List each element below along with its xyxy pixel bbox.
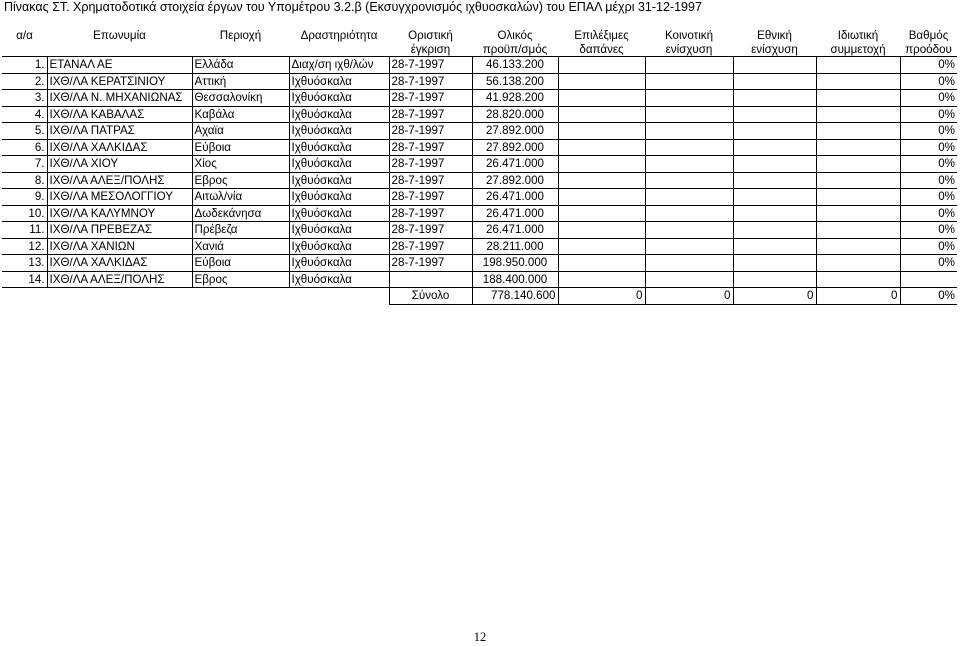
- cell-national: [733, 189, 816, 206]
- cell-approval: 28-7-1997: [389, 189, 472, 206]
- cell-budget: 26.471.000: [472, 205, 558, 222]
- total-row: [2, 288, 957, 305]
- total-budget: 778.140.600: [472, 288, 558, 305]
- cell-name: ΙΧΘ/ΛΑ ΚΑΒΑΛΑΣ: [47, 106, 192, 123]
- cell-region: Πρέβεζα: [192, 222, 289, 239]
- cell-national: [733, 57, 816, 74]
- table-row: [2, 156, 957, 173]
- cell-eligible: [558, 106, 645, 123]
- cell-progress: 0%: [900, 238, 957, 255]
- cell-name: ΕΤΑΝΑΛ ΑΕ: [47, 57, 192, 74]
- cell-name: ΙΧΘ/ΛΑ ΑΛΕΞ/ΠΟΛΗΣ: [47, 271, 192, 288]
- cell-progress: 0%: [900, 123, 957, 140]
- cell-community: [645, 255, 733, 272]
- cell-national: [733, 255, 816, 272]
- cell-community: [645, 238, 733, 255]
- cell-name: ΙΧΘ/ΛΑ ΑΛΕΞ/ΠΟΛΗΣ: [47, 172, 192, 189]
- cell-activity: Ιχθυόσκαλα: [289, 172, 389, 189]
- cell-approval: 28-7-1997: [389, 106, 472, 123]
- cell-budget: 28.211.000: [472, 238, 558, 255]
- cell-region: Χανιά: [192, 238, 289, 255]
- cell-name: ΙΧΘ/ΛΑ ΧΑΝΙΩΝ: [47, 238, 192, 255]
- cell-eligible: [558, 73, 645, 90]
- cell-activity: Ιχθυόσκαλα: [289, 189, 389, 206]
- cell-approval: [389, 271, 472, 288]
- cell-progress: 0%: [900, 73, 957, 90]
- cell-community: [645, 73, 733, 90]
- cell-eligible: [558, 189, 645, 206]
- cell-community: [645, 106, 733, 123]
- table-row: [2, 205, 957, 222]
- cell-eligible: [558, 57, 645, 74]
- col-header-private: Ιδιωτική συμμετοχή: [816, 28, 900, 57]
- cell-private: [816, 90, 900, 107]
- cell-eligible: [558, 255, 645, 272]
- cell-eligible: [558, 172, 645, 189]
- cell-eligible: [558, 139, 645, 156]
- col-header-aa: α/α: [2, 28, 47, 57]
- cell-budget: 27.892.000: [472, 172, 558, 189]
- cell-national: [733, 172, 816, 189]
- cell-aa: 1.: [2, 57, 47, 74]
- table-row: [2, 123, 957, 140]
- cell-national: [733, 222, 816, 239]
- table-caption: Πίνακας ΣΤ. Χρηματοδοτικά στοιχεία έργων του Υπομέτρου 3.2.β (Εκσυγχρονισμός ιχθυοσκαλών) του ΕΠΑΛ μέχρι 31-12-1997: [4, 0, 702, 14]
- cell-name: ΙΧΘ/ΛΑ ΠΑΤΡΑΣ: [47, 123, 192, 140]
- cell-national: [733, 238, 816, 255]
- cell-budget: 46.133.200: [472, 57, 558, 74]
- cell-budget: 28.820.000: [472, 106, 558, 123]
- cell-private: [816, 57, 900, 74]
- cell-national: [733, 139, 816, 156]
- cell-region: Εύβοια: [192, 255, 289, 272]
- cell-name: ΙΧΘ/ΛΑ ΠΡΕΒΕΖΑΣ: [47, 222, 192, 239]
- total-progress: 0%: [900, 288, 957, 305]
- cell-national: [733, 106, 816, 123]
- cell-private: [816, 222, 900, 239]
- cell-budget: 27.892.000: [472, 139, 558, 156]
- total-national: 0: [733, 288, 816, 305]
- cell-region: Θεσσαλονίκη: [192, 90, 289, 107]
- cell-activity: Ιχθυόσκαλα: [289, 123, 389, 140]
- cell-approval: 28-7-1997: [389, 57, 472, 74]
- cell-aa: 10.: [2, 205, 47, 222]
- col-header-community: Κοινοτική ενίσχυση: [645, 28, 733, 57]
- cell-progress: 0%: [900, 90, 957, 107]
- empty-cell: [2, 288, 47, 305]
- cell-community: [645, 271, 733, 288]
- total-eligible: 0: [558, 288, 645, 305]
- table-row: [2, 57, 957, 74]
- cell-region: Ελλάδα: [192, 57, 289, 74]
- cell-community: [645, 57, 733, 74]
- cell-national: [733, 73, 816, 90]
- empty-cell: [47, 288, 192, 305]
- cell-region: Χίος: [192, 156, 289, 173]
- table-row: [2, 90, 957, 107]
- cell-community: [645, 156, 733, 173]
- cell-aa: 6.: [2, 139, 47, 156]
- cell-budget: 27.892.000: [472, 123, 558, 140]
- cell-progress: 0%: [900, 189, 957, 206]
- col-header-national: Εθνική ενίσχυση: [733, 28, 816, 57]
- cell-community: [645, 205, 733, 222]
- cell-private: [816, 106, 900, 123]
- cell-region: Εβρος: [192, 271, 289, 288]
- cell-eligible: [558, 205, 645, 222]
- cell-budget: 56.138.200: [472, 73, 558, 90]
- cell-activity: Ιχθυόσκαλα: [289, 90, 389, 107]
- cell-region: Εβρος: [192, 172, 289, 189]
- cell-region: Δωδεκάνησα: [192, 205, 289, 222]
- cell-approval: 28-7-1997: [389, 139, 472, 156]
- table-body: [2, 57, 957, 305]
- cell-aa: 5.: [2, 123, 47, 140]
- cell-progress: 0%: [900, 172, 957, 189]
- cell-region: Καβάλα: [192, 106, 289, 123]
- cell-community: [645, 172, 733, 189]
- table-row: [2, 189, 957, 206]
- cell-private: [816, 73, 900, 90]
- cell-region: Αττική: [192, 73, 289, 90]
- table-row: [2, 139, 957, 156]
- cell-community: [645, 189, 733, 206]
- cell-aa: 14.: [2, 271, 47, 288]
- cell-eligible: [558, 222, 645, 239]
- cell-aa: 11.: [2, 222, 47, 239]
- col-header-region: Περιοχή: [192, 28, 289, 57]
- cell-budget: 198.950.000: [472, 255, 558, 272]
- cell-aa: 2.: [2, 73, 47, 90]
- cell-activity: Ιχθυόσκαλα: [289, 271, 389, 288]
- table-row: [2, 255, 957, 272]
- cell-aa: 7.: [2, 156, 47, 173]
- table-row: [2, 73, 957, 90]
- cell-activity: Ιχθυόσκαλα: [289, 222, 389, 239]
- cell-progress: [900, 271, 957, 288]
- cell-eligible: [558, 123, 645, 140]
- cell-national: [733, 271, 816, 288]
- cell-private: [816, 271, 900, 288]
- cell-private: [816, 238, 900, 255]
- cell-name: ΙΧΘ/ΛΑ ΚΕΡΑΤΣΙΝΙΟΥ: [47, 73, 192, 90]
- cell-national: [733, 205, 816, 222]
- col-header-progress: Βαθμός προόδου: [900, 28, 957, 57]
- cell-activity: Ιχθυόσκαλα: [289, 73, 389, 90]
- cell-national: [733, 90, 816, 107]
- table-row: [2, 222, 957, 239]
- cell-approval: 28-7-1997: [389, 73, 472, 90]
- cell-region: Αχαϊα: [192, 123, 289, 140]
- cell-national: [733, 156, 816, 173]
- cell-activity: Ιχθυόσκαλα: [289, 106, 389, 123]
- cell-progress: 0%: [900, 222, 957, 239]
- cell-community: [645, 123, 733, 140]
- cell-private: [816, 205, 900, 222]
- cell-eligible: [558, 271, 645, 288]
- empty-cell: [192, 288, 289, 305]
- cell-approval: 28-7-1997: [389, 205, 472, 222]
- total-community: 0: [645, 288, 733, 305]
- financial-table: [2, 28, 957, 305]
- cell-budget: 188.400.000: [472, 271, 558, 288]
- cell-eligible: [558, 156, 645, 173]
- cell-progress: 0%: [900, 106, 957, 123]
- cell-name: ΙΧΘ/ΛΑ ΜΕΣΟΛΟΓΓΙΟΥ: [47, 189, 192, 206]
- empty-cell: [289, 288, 389, 305]
- col-header-budget: Ολικός προϋπ/σμός: [472, 28, 558, 57]
- cell-eligible: [558, 90, 645, 107]
- cell-approval: 28-7-1997: [389, 255, 472, 272]
- cell-progress: 0%: [900, 205, 957, 222]
- table-row: [2, 271, 957, 288]
- table-row: [2, 172, 957, 189]
- cell-aa: 4.: [2, 106, 47, 123]
- cell-activity: Ιχθυόσκαλα: [289, 255, 389, 272]
- cell-aa: 12.: [2, 238, 47, 255]
- cell-region: Αιτωλ/νία: [192, 189, 289, 206]
- cell-activity: Διαχ/ση ιχθ/λών: [289, 57, 389, 74]
- cell-private: [816, 139, 900, 156]
- cell-name: ΙΧΘ/ΛΑ ΧΑΛΚΙΔΑΣ: [47, 255, 192, 272]
- cell-activity: Ιχθυόσκαλα: [289, 156, 389, 173]
- cell-progress: 0%: [900, 255, 957, 272]
- cell-region: Εύβοια: [192, 139, 289, 156]
- table-header-row: [2, 28, 957, 57]
- cell-activity: Ιχθυόσκαλα: [289, 205, 389, 222]
- cell-approval: 28-7-1997: [389, 156, 472, 173]
- cell-approval: 28-7-1997: [389, 90, 472, 107]
- cell-community: [645, 139, 733, 156]
- cell-community: [645, 90, 733, 107]
- page-number: 12: [473, 630, 487, 644]
- cell-progress: 0%: [900, 57, 957, 74]
- cell-name: ΙΧΘ/ΛΑ ΧΑΛΚΙΔΑΣ: [47, 139, 192, 156]
- cell-aa: 3.: [2, 90, 47, 107]
- col-header-name: Επωνυμία: [47, 28, 192, 57]
- cell-name: ΙΧΘ/ΛΑ Ν. ΜΗΧΑΝΙΩΝΑΣ: [47, 90, 192, 107]
- total-label: Σύνολο: [389, 288, 472, 305]
- col-header-eligible: Επιλέξιμες δαπάνες: [558, 28, 645, 57]
- cell-approval: 28-7-1997: [389, 123, 472, 140]
- cell-approval: 28-7-1997: [389, 222, 472, 239]
- table-row: [2, 238, 957, 255]
- cell-progress: 0%: [900, 139, 957, 156]
- total-private: 0: [816, 288, 900, 305]
- cell-budget: 41.928.200: [472, 90, 558, 107]
- col-header-approval: Οριστική έγκριση: [389, 28, 472, 57]
- cell-eligible: [558, 238, 645, 255]
- table-row: [2, 106, 957, 123]
- cell-private: [816, 189, 900, 206]
- cell-private: [816, 255, 900, 272]
- cell-private: [816, 156, 900, 173]
- cell-aa: 13.: [2, 255, 47, 272]
- cell-budget: 26.471.000: [472, 156, 558, 173]
- cell-national: [733, 123, 816, 140]
- cell-name: ΙΧΘ/ΛΑ ΚΑΛΥΜΝΟΥ: [47, 205, 192, 222]
- cell-aa: 8.: [2, 172, 47, 189]
- cell-activity: Ιχθυόσκαλα: [289, 238, 389, 255]
- cell-budget: 26.471.000: [472, 189, 558, 206]
- cell-approval: 28-7-1997: [389, 172, 472, 189]
- cell-activity: Ιχθυόσκαλα: [289, 139, 389, 156]
- col-header-activity: Δραστηριότητα: [289, 28, 389, 57]
- cell-name: ΙΧΘ/ΛΑ ΧΙΟΥ: [47, 156, 192, 173]
- cell-private: [816, 123, 900, 140]
- cell-progress: 0%: [900, 156, 957, 173]
- cell-budget: 26.471.000: [472, 222, 558, 239]
- cell-aa: 9.: [2, 189, 47, 206]
- cell-approval: 28-7-1997: [389, 238, 472, 255]
- cell-private: [816, 172, 900, 189]
- cell-community: [645, 222, 733, 239]
